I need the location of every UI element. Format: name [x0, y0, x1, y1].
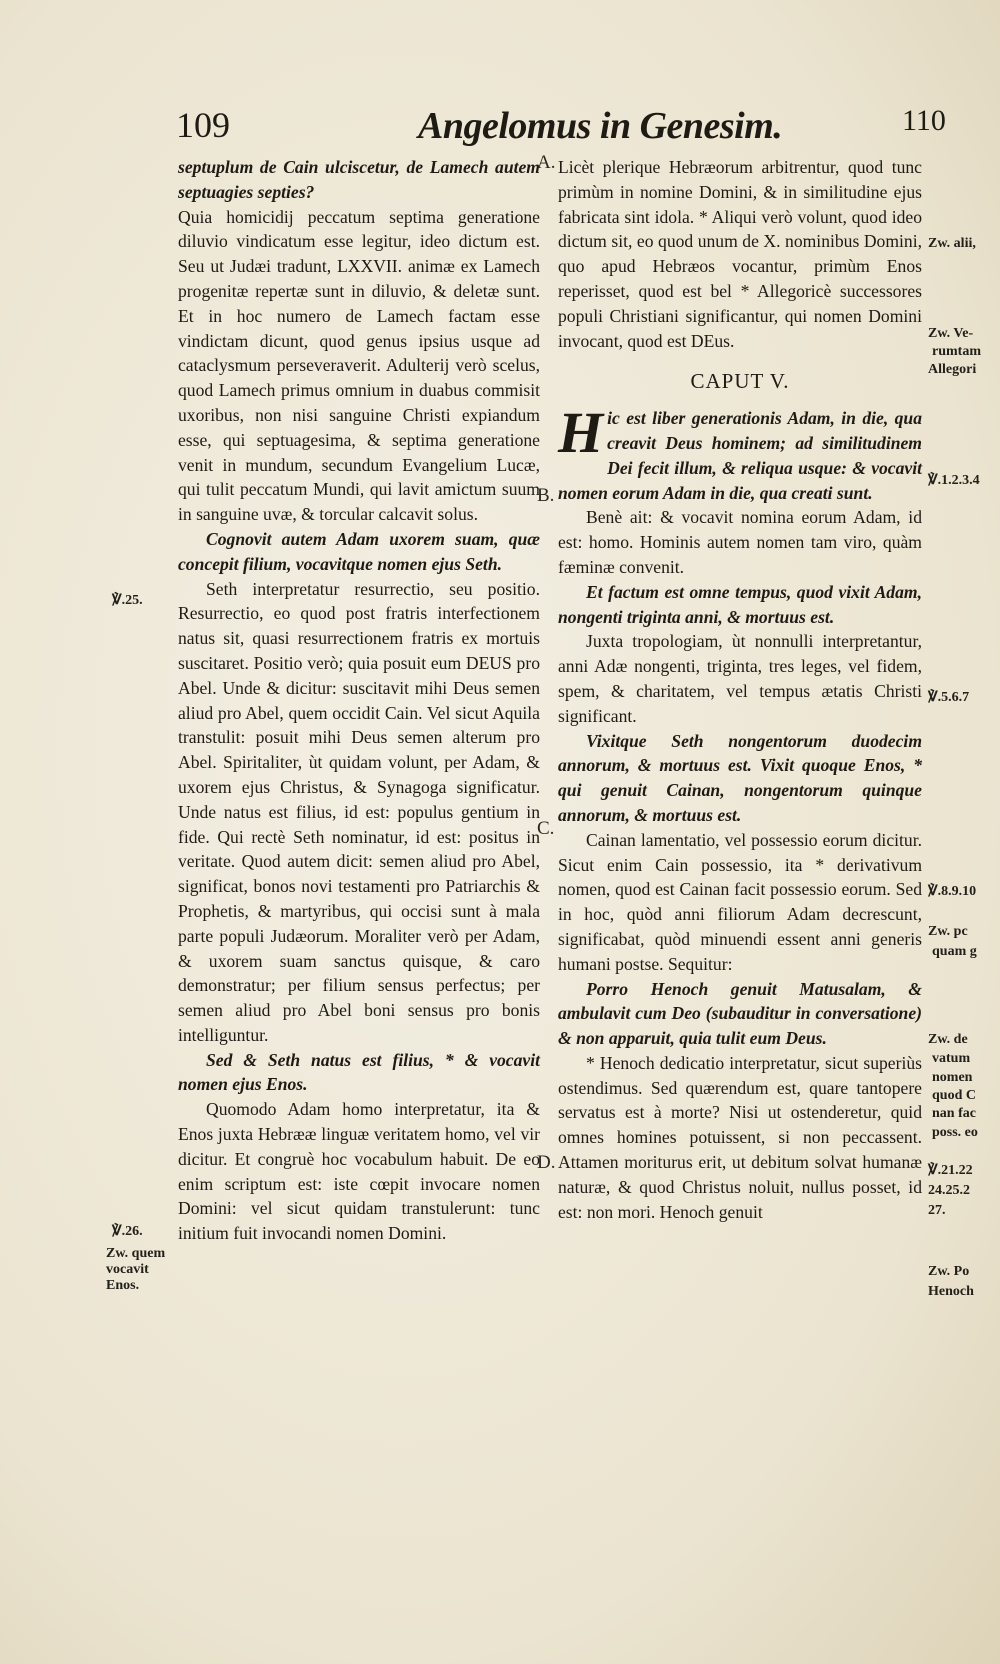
lemma-paragraph: septuplum de Cain ulciscetur, de Lamech autem septuagies septies?: [178, 157, 540, 202]
margin-verse-ref: 24.25.2: [928, 1183, 970, 1198]
lemma-paragraph: Vixitque Seth nongentorum duodecim annorum, & mortuus est. Vixit quoque Enos, * qui genuit Cainan, nongentorum quinque annorum, & mortuus est.: [558, 730, 922, 825]
margin-note: nan fac: [932, 1106, 976, 1121]
margin-note: Zw. pc: [928, 924, 968, 939]
lemma-paragraph: Cognovit autem Adam uxorem suam, quæ concepit filium, vocavitque nomen ejus Seth.: [178, 528, 540, 574]
margin-verse-ref: 27.: [928, 1203, 946, 1218]
margin-note: quod C: [932, 1088, 976, 1103]
section-letter-b: B.: [537, 485, 555, 506]
margin-verse-ref: ℣.5.6.7: [928, 690, 970, 705]
margin-note: vatum: [932, 1051, 971, 1066]
page-number-left: 109: [176, 105, 230, 145]
margin-note: Zw. de: [928, 1032, 968, 1047]
margin-note: Zw. Po: [928, 1264, 970, 1279]
margin-note: Allegori: [928, 362, 977, 377]
margin-verse-ref: ℣.21.22: [928, 1163, 973, 1178]
commentary-paragraph: Juxta tropologiam, ùt nonnulli interpretantur, anni Adæ nongenti, triginta, tres leges, vel fidem, spem, & charitatem, vel tempus ætatis Christi significant.: [558, 631, 922, 726]
commentary-paragraph: Benè ait: & vocavit nomina eorum Adam, id est: homo. Hominis autem nomen tam viro, quàm fæminæ convenit.: [558, 507, 922, 577]
commentary-paragraph: Quia homicidij peccatum septima generatione diluvio vindicatum esse legitur, ideo dictum est. Seu ut Judæi tradunt, LXXVII. animæ ex Lamech progenitæ repertæ sunt in diluvio, & deletæ sunt. Et in hoc numero de Lamech factam esse vindictam dicunt, quod genus ipsius usque ad cataclysmum perseveraverit. Adulterij verò scelus, quod Lamech primus omnium in duabus commisit uxoribus, non nisi sanguine Christi expiandum esse, qui septuagesima, & septima generatione venit in mundum, secundum Evangelium Lucæ, qui tulit peccatum Mundi, qui lavit amictum suum in sanguine uvæ, & torcular calcavit solus.: [178, 206, 540, 525]
right-column: [558, 155, 922, 1224]
commentary-paragraph: Licèt plerique Hebræorum arbitrentur, quod tunc primùm in nomine Domini, & in similitudine ejus fabricata sint idola. * Aliqui verò volunt, quod ideo dictum sit, eo quod unum de X. nominibus Domini, quo apud Hebræos vocantur, primùm Enos reperisset, quod est bel * Allegoricè successores populi Christiani significantur, qui nomen Domini invocant, quod est DEus.: [558, 157, 922, 351]
commentary-paragraph: * Henoch dedicatio interpretatur, sicut superiùs ostendimus. Sed quærendum est, quare tantopere servatus est à morte? Nisi ut ostenderetur, quid omnes homines potuissent, si non peccassent. Attamen moriturus erit, ut debitum solvat humanæ naturæ, & quod Christus noluit, nullus posset, id est: non mori. Henoch genuit: [558, 1052, 922, 1222]
chapter-title: CAPUT V.: [690, 369, 790, 394]
section-letter-d: D.: [537, 1152, 556, 1173]
section-letter-c: C.: [537, 818, 555, 839]
drop-cap: H: [558, 400, 604, 466]
margin-note: poss. eo: [932, 1125, 978, 1140]
margin-note: rumtam: [932, 344, 981, 359]
margin-verse-ref: ℣.25.: [112, 593, 143, 608]
lemma-paragraph: Sed & Seth natus est filius, * & vocavit nomen ejus Enos.: [178, 1049, 540, 1095]
lemma-paragraph: Porro Henoch genuit Matusalam, & ambulavit cum Deo (subauditur in conversatione) & non apparuit, quia tulit eum Deus.: [558, 978, 922, 1049]
lemma-paragraph: Et factum est omne tempus, quod vixit Adam, nongenti triginta anni, & mortuus est.: [558, 581, 922, 627]
margin-note: quam g: [932, 944, 977, 959]
margin-note: Zw. quem vocavit Enos.: [106, 1246, 166, 1293]
left-column: [178, 155, 540, 1246]
commentary-paragraph: Seth interpretatur resurrectio, seu positio. Resurrectio, eo quod post fratris interfectionem natus sit, quasi resurrectionem fratris ex mortuis suscitaret. Positio verò; quia posuit eum DEUS pro Abel. Unde & dicitur: suscitavit mihi Deus semen aliud pro Abel, quem occidit Cain. Vel sicut Aquila transtulit: posuit mihi Deus semen alterum pro Abel. Spiritaliter, ùt quidam volunt, per Adam, & uxorem ejus Christus, & Synagoga significatur. Unde natus est filius, id est: populus gentium in fide. Qui rectè Seth nominatur, id est: positus in veritate. Quod autem dicit: semen aliud pro Abel, significat, bonos novi testamenti pro Patriarchis & Prophetis, & martyribus, qui occisi sunt à mala parte populi Judæorum. Moraliter verò per Adam, & uxorem suam sanctus quisque, & caro demonstratur; per filium sensus perfectus; per semen aliud pro Abel boni sensus pro bonis intelliguntur.: [178, 578, 540, 1045]
margin-note: Zw. Ve-: [928, 326, 974, 341]
margin-verse-ref: ℣.8.9.10: [928, 884, 977, 899]
lemma-text: ic est liber generationis Adam, in die, qua creavit Deus hominem; ad similitudinem Dei fecit illum, & reliqua usque: & vocavit nomen eorum Adam in die, qua creati sunt.: [558, 408, 922, 503]
margin-verse-ref: ℣.1.2.3.4: [928, 473, 980, 488]
page-number-right: 110: [902, 104, 946, 137]
margin-note: Henoch: [928, 1284, 974, 1299]
section-letter-a: A.: [537, 152, 556, 173]
commentary-paragraph: Cainan lamentatio, vel possessio eorum dicitur. Sicut enim Cain possessio, ita * derivativum nomen, quod est Cainan facit possessio eorum. Sed in hoc, quòd anni filiorum Adam decrescunt, significabat, quòd minuendi essent anni generis humani postse. Sequitur:: [558, 829, 922, 974]
margin-note: Zw. alii,: [928, 236, 976, 251]
margin-verse-ref: ℣.26.: [112, 1224, 143, 1239]
commentary-paragraph: Quomodo Adam homo interpretatur, ita & Enos juxta Hebrææ linguæ veritatem homo, vel vir dicitur. Et congruè hoc vocabulum habuit. De eo enim scriptum est: iste cœpit invocare nomen Domini: vel sicut quidam transtulerunt: tunc initium fuit invocandi nomen Domini.: [178, 1099, 540, 1244]
running-title: Angelomus in Genesim.: [418, 105, 783, 147]
margin-note: nomen: [932, 1070, 973, 1085]
lemma-paragraph: [558, 400, 922, 505]
